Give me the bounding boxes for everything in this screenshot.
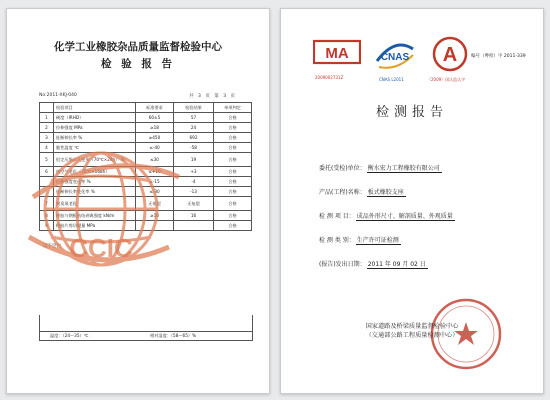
table-cell: 合格 bbox=[214, 167, 252, 177]
table-cell: 合格 bbox=[214, 221, 252, 231]
table-cell: ≤-30 bbox=[136, 187, 174, 197]
table-cell: 脆性温度 ℃ bbox=[54, 143, 136, 153]
table-cell: ≤-40 bbox=[136, 143, 174, 153]
table-header-cell: 单项判定 bbox=[214, 103, 252, 113]
table-cell: 8 bbox=[40, 211, 54, 221]
test-category-value: 生产许可证检测 bbox=[356, 237, 399, 244]
client-field bbox=[319, 163, 442, 173]
table-header-row bbox=[40, 103, 252, 113]
report-title: 化学工业橡胶杂品质量监督检验中心 bbox=[54, 41, 222, 53]
table-cell: 拉伸强度变化率 % bbox=[54, 177, 136, 187]
table-cell: -58 bbox=[174, 143, 214, 153]
test-items-value: 成品外形尺寸、解剖质量、外观质量 bbox=[356, 213, 453, 220]
issue-date-field bbox=[319, 259, 428, 269]
a-grade-logo bbox=[429, 35, 471, 73]
table-cell: 6 bbox=[40, 167, 54, 177]
certification-logos bbox=[311, 35, 526, 85]
product-label: 产品(工程)名称： bbox=[319, 189, 366, 196]
table-cell: ≤30 bbox=[136, 153, 174, 167]
table-row bbox=[40, 123, 252, 133]
left-report-page bbox=[6, 8, 270, 394]
table-cell: ≥450 bbox=[136, 133, 174, 143]
table-cell: -13 bbox=[174, 187, 214, 197]
client-label: 委托(受检)单位： bbox=[319, 165, 366, 172]
test-items-field bbox=[319, 211, 455, 221]
cma-code: 2009002731Z bbox=[315, 75, 344, 80]
table-cell: 合格 bbox=[214, 113, 252, 123]
test-category-field bbox=[319, 235, 401, 245]
issue-date-label: (报告)发出日期： bbox=[319, 261, 366, 268]
table-cell: ≥18 bbox=[136, 123, 174, 133]
table-cell: ≤-15 bbox=[136, 177, 174, 187]
cnas-logo bbox=[373, 35, 417, 75]
table-cell: 2 bbox=[40, 123, 54, 133]
table-blank-area bbox=[39, 315, 253, 332]
a-logo-text: A bbox=[442, 44, 458, 66]
a-logo-caption: （2009）国认监认字 bbox=[427, 77, 466, 82]
cma-logo bbox=[313, 37, 361, 67]
cnas-code: CNAS L2011 bbox=[379, 77, 404, 82]
table-cell: 恒定压缩永久变形（70℃×24h） % bbox=[54, 153, 136, 167]
temperature-condition: 温度：（24～35）℃ bbox=[50, 333, 89, 338]
table-cell: 合格 bbox=[214, 133, 252, 143]
table-cell: +3 bbox=[174, 167, 214, 177]
table-header-cell: 检验结果 bbox=[174, 103, 214, 113]
table-cell: 合格 bbox=[214, 143, 252, 153]
organization-subname: （交通部公路工程质量检测中心） bbox=[365, 332, 459, 339]
table-cell: 无龟裂 bbox=[174, 197, 214, 211]
product-field bbox=[319, 187, 406, 197]
table-cell: -4 bbox=[174, 177, 214, 187]
table-row bbox=[40, 113, 252, 123]
organization-name: 国家道路及桥梁质量监督检验中心 bbox=[365, 323, 459, 330]
table-cell: 4 bbox=[40, 143, 54, 153]
humidity-condition: 相对湿度：（58～65）% bbox=[150, 333, 197, 338]
table-cell: 3 bbox=[40, 133, 54, 143]
table-header-cell bbox=[40, 103, 54, 113]
table-cell: 扯断伸长率变化率 % bbox=[54, 187, 136, 197]
table-cell: 692 bbox=[174, 133, 214, 143]
table-cell: 60±5 bbox=[136, 113, 174, 123]
client-value: 衡水宏力工程橡胶有限公司 bbox=[367, 165, 440, 172]
table-cell: 橡胶与钢板粘结剥离强度 kN/m bbox=[54, 211, 136, 221]
table-cell: 热空气老化（70℃×168h） bbox=[54, 167, 136, 177]
table-cell: 24 bbox=[174, 123, 214, 133]
right-report-cover bbox=[280, 8, 544, 394]
table-header-cell: 检验项目 bbox=[54, 103, 136, 113]
table-cell: 耐臭氧老化 bbox=[54, 197, 136, 211]
table-cell: 扯断伸长率 % bbox=[54, 133, 136, 143]
stamp-text: CCIC bbox=[69, 233, 133, 263]
ccic-globe-stamp bbox=[19, 137, 189, 291]
table-cell: 16 bbox=[174, 211, 214, 221]
table-cell: 7 bbox=[40, 197, 54, 211]
table-cell: 合格 bbox=[214, 211, 252, 221]
table-cell: 5 bbox=[40, 153, 54, 167]
table-cell: 19 bbox=[174, 153, 214, 167]
table-cell: 合格 bbox=[214, 123, 252, 133]
table-cell: 无龟裂 bbox=[136, 197, 174, 211]
table-cell: 9 bbox=[40, 221, 54, 231]
cma-logo-text: MA bbox=[325, 45, 349, 62]
test-items-label: 检 测 项 目： bbox=[319, 213, 355, 220]
test-category-label: 检 测 类 别： bbox=[319, 237, 355, 244]
table-cell: 合格 bbox=[214, 177, 252, 187]
table-cell: 合格 bbox=[214, 153, 252, 167]
cnas-logo-text: CNAS bbox=[380, 52, 410, 63]
report-code: 编号（粤检）字 2011-339 bbox=[471, 54, 526, 59]
report-number: No:2011-XKJ-040 bbox=[39, 93, 77, 98]
table-cell: 拉伸强度 MPa bbox=[54, 123, 136, 133]
issuing-organization bbox=[281, 322, 543, 340]
table-cell: 硬度（IRHD） bbox=[54, 113, 136, 123]
product-value: 板式橡胶支座 bbox=[367, 189, 404, 196]
table-cell: 1 bbox=[40, 113, 54, 123]
table-cell: ≤+10 bbox=[136, 167, 174, 177]
table-cell: 橡胶片剪切模量 MPa bbox=[54, 221, 136, 231]
table-header-cell: 标准要求 bbox=[136, 103, 174, 113]
table-cell: ≥10 bbox=[136, 211, 174, 221]
table-cell: 57 bbox=[174, 113, 214, 123]
blank-below-note: 以下空白 bbox=[43, 244, 61, 249]
table-cell: 合格 bbox=[214, 187, 252, 197]
page-indicator: 共 3 页 第 3 页 bbox=[189, 94, 235, 99]
cover-title: 检测报告 bbox=[375, 105, 448, 120]
table-cell: 合格 bbox=[214, 197, 252, 211]
issue-date-value: 2011 年 09 月 02 日 bbox=[367, 261, 426, 268]
environment-footer bbox=[39, 331, 253, 341]
report-subtitle: 检 验 报 告 bbox=[101, 58, 175, 70]
